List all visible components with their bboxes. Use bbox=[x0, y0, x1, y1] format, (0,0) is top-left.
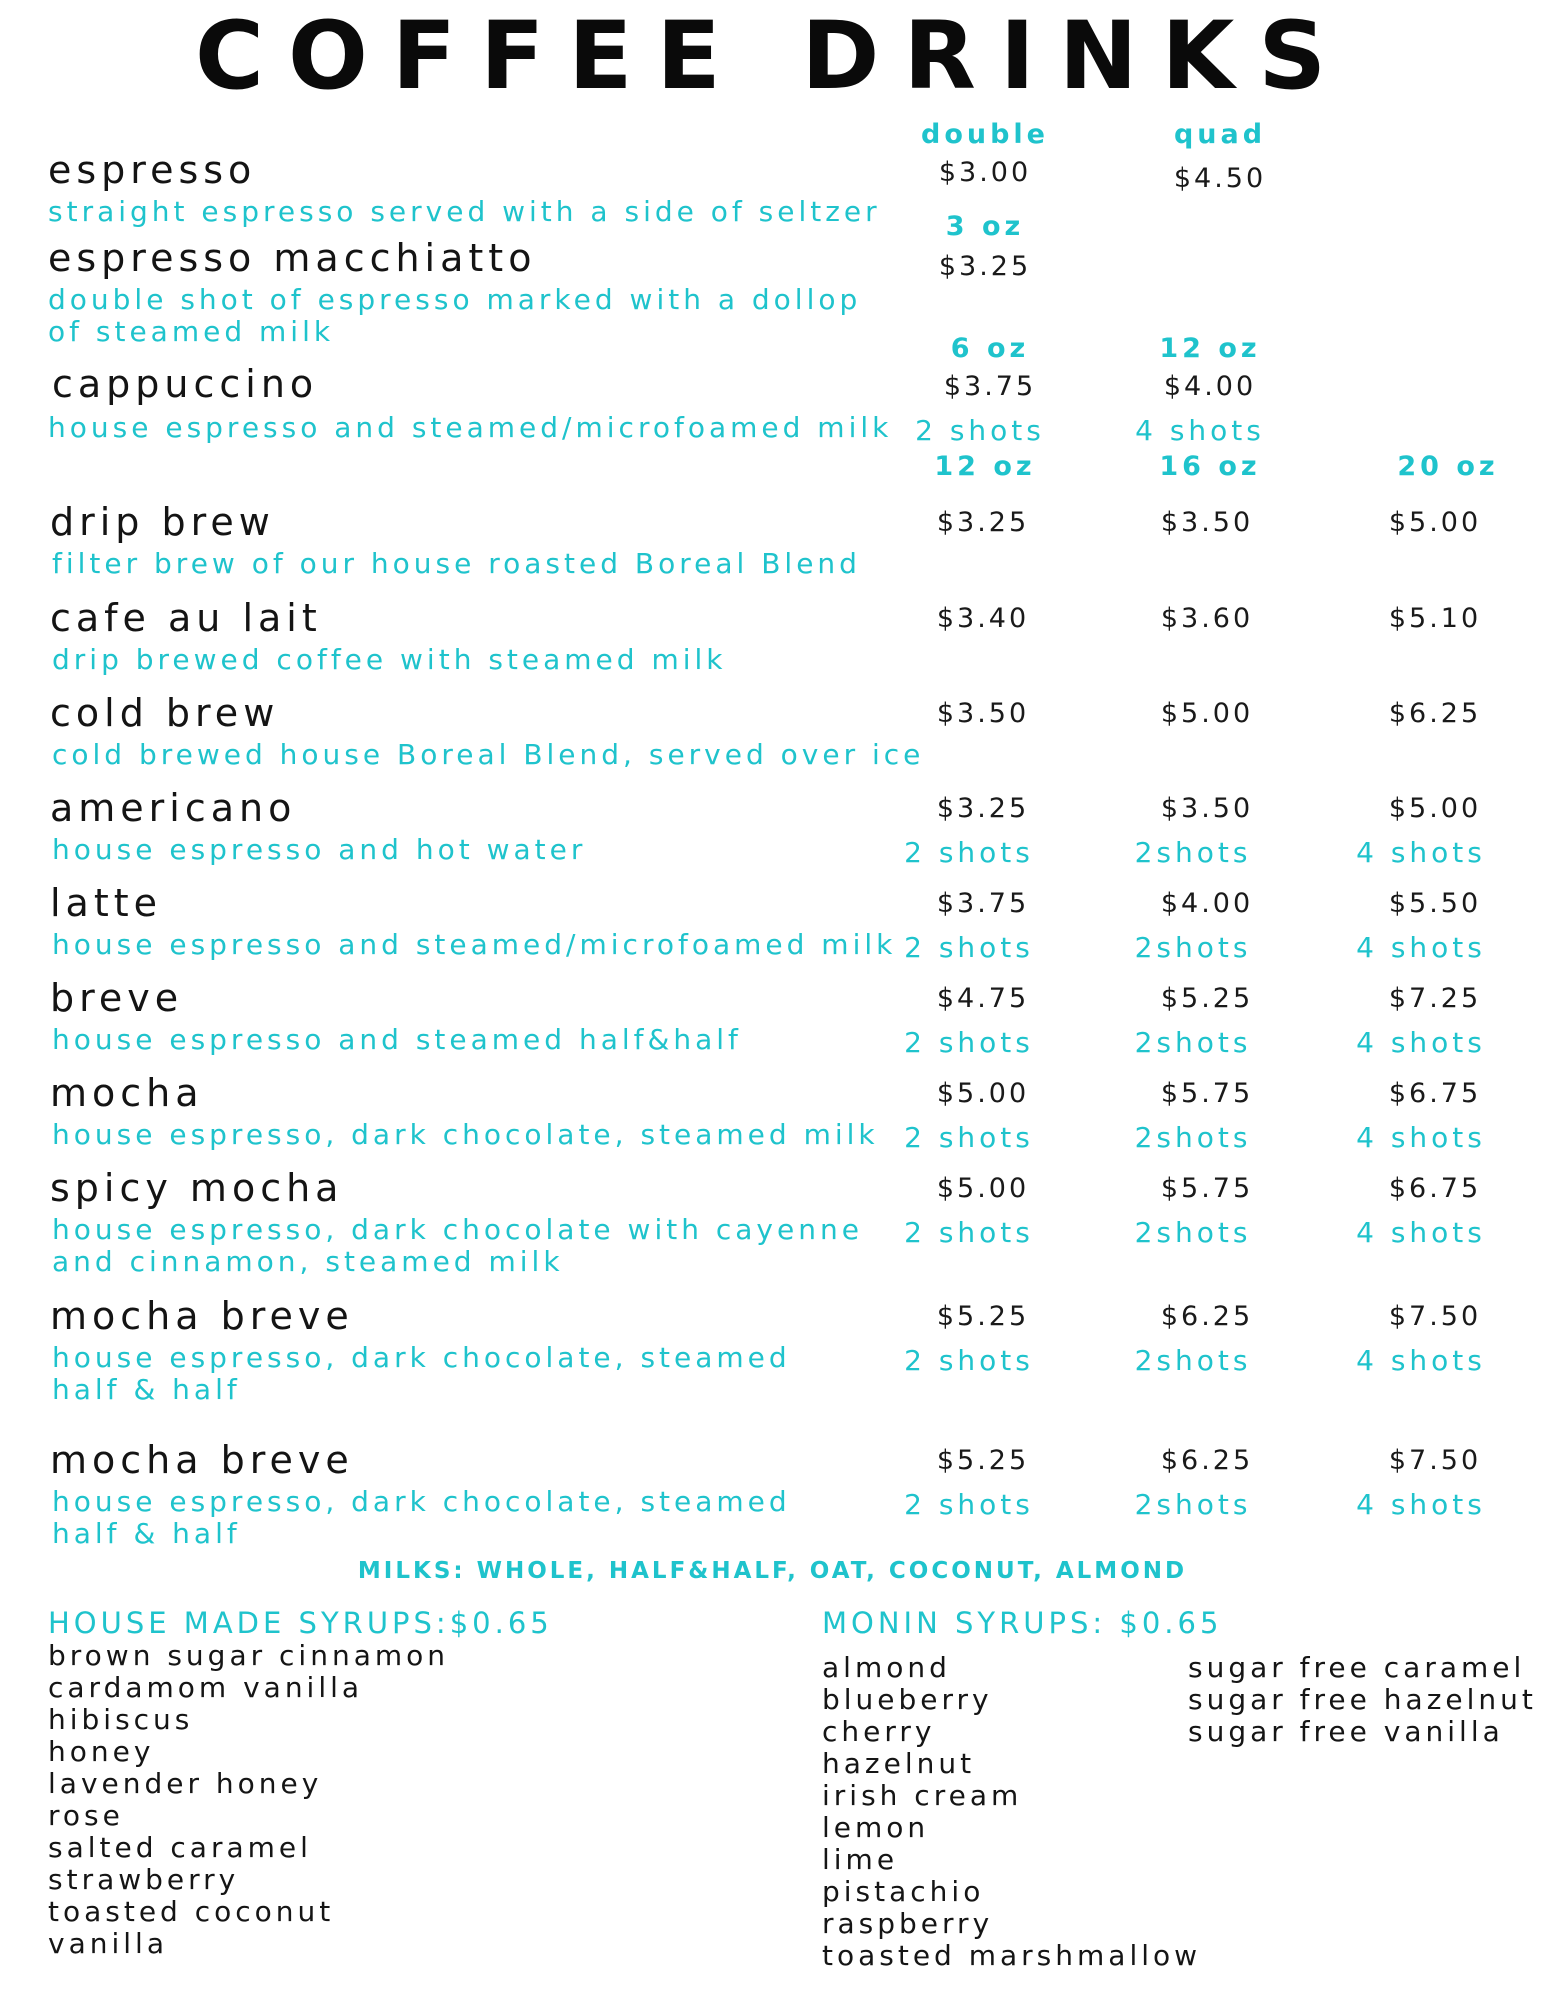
item-shots: 2 shots bbox=[904, 836, 1034, 869]
item-shots: 2 shots bbox=[904, 1344, 1034, 1377]
item-name: americano bbox=[50, 786, 297, 830]
item-price: $4.75 bbox=[936, 983, 1030, 1014]
item-price: $3.50 bbox=[1160, 793, 1254, 824]
item-description: half & half bbox=[52, 1373, 241, 1406]
item-shots: 2 shots bbox=[904, 1026, 1034, 1059]
item-description: house espresso and steamed half&half bbox=[52, 1023, 742, 1056]
syrup-item: honey bbox=[48, 1735, 155, 1768]
item-shots: 4 shots bbox=[1356, 1121, 1486, 1154]
item-price: $3.25 bbox=[936, 793, 1030, 824]
size-header-16oz: 16 oz bbox=[1159, 451, 1261, 482]
syrup-item: rose bbox=[48, 1799, 124, 1832]
syrup-item: lemon bbox=[822, 1811, 930, 1844]
item-price: $5.25 bbox=[936, 1445, 1030, 1476]
item-shots: 2 shots bbox=[904, 1488, 1034, 1521]
item-description: filter brew of our house roasted Boreal Blend bbox=[52, 547, 861, 580]
size-header-20oz: 20 oz bbox=[1397, 451, 1499, 482]
item-shots: 4 shots bbox=[1356, 931, 1486, 964]
price-espresso-quad: $4.50 bbox=[1173, 163, 1267, 194]
syrup-item: sugar free hazelnut bbox=[1188, 1683, 1537, 1716]
item-name: mocha breve bbox=[50, 1294, 354, 1338]
item-description: house espresso, dark chocolate with cayenne bbox=[52, 1213, 863, 1246]
item-name: breve bbox=[50, 976, 184, 1020]
item-description: house espresso, dark chocolate, steamed bbox=[52, 1485, 791, 1518]
item-price: $6.75 bbox=[1388, 1173, 1482, 1204]
item-shots: 2 shots bbox=[904, 1121, 1034, 1154]
monin-syrups-list-sugar-free bbox=[1188, 1652, 1537, 1748]
price-cappuccino-6oz: $3.75 bbox=[943, 371, 1037, 402]
item-desc-cappuccino: house espresso and steamed/microfoamed milk bbox=[48, 411, 893, 444]
item-name: cold brew bbox=[50, 691, 280, 735]
item-name-cappuccino: cappuccino bbox=[52, 362, 319, 406]
item-price: $3.40 bbox=[936, 603, 1030, 634]
item-description: drip brewed coffee with steamed milk bbox=[52, 643, 727, 676]
item-name: cafe au lait bbox=[50, 596, 322, 640]
item-price: $5.00 bbox=[936, 1173, 1030, 1204]
item-price: $5.00 bbox=[1388, 507, 1482, 538]
item-description: house espresso and hot water bbox=[52, 833, 587, 866]
item-price: $5.25 bbox=[1160, 983, 1254, 1014]
item-name: mocha bbox=[50, 1071, 204, 1115]
monin-syrups-list bbox=[822, 1652, 1201, 1972]
item-price: $7.25 bbox=[1388, 983, 1482, 1014]
syrup-item: raspberry bbox=[822, 1907, 994, 1940]
item-price: $5.75 bbox=[1160, 1173, 1254, 1204]
item-description: house espresso, dark chocolate, steamed milk bbox=[52, 1118, 879, 1151]
item-shots: 4 shots bbox=[1356, 836, 1486, 869]
price-cappuccino-12oz: $4.00 bbox=[1163, 371, 1257, 402]
syrup-item: blueberry bbox=[822, 1683, 993, 1716]
syrup-item: irish cream bbox=[822, 1779, 1023, 1812]
milks-line: MILKS: WHOLE, HALF&HALF, OAT, COCONUT, ALMOND bbox=[357, 1558, 1188, 1584]
syrup-item: hazelnut bbox=[822, 1747, 976, 1780]
item-shots: 2shots bbox=[1134, 1121, 1252, 1154]
item-description: half & half bbox=[52, 1517, 241, 1550]
item-price: $6.25 bbox=[1388, 698, 1482, 729]
price-espresso-double: $3.00 bbox=[938, 157, 1032, 188]
item-price: $4.00 bbox=[1160, 888, 1254, 919]
syrup-item: lime bbox=[822, 1843, 899, 1876]
item-shots: 4 shots bbox=[1356, 1344, 1486, 1377]
item-shots: 2 shots bbox=[904, 931, 1034, 964]
item-shots: 2 shots bbox=[904, 1216, 1034, 1249]
size-header-12oz: 12 oz bbox=[934, 451, 1036, 482]
syrup-item: sugar free vanilla bbox=[1188, 1715, 1504, 1748]
item-shots: 2shots bbox=[1134, 1488, 1252, 1521]
item-price: $5.50 bbox=[1388, 888, 1482, 919]
size-header-3oz: 3 oz bbox=[945, 211, 1025, 242]
item-price: $5.00 bbox=[1160, 698, 1254, 729]
syrup-item: cherry bbox=[822, 1715, 936, 1748]
item-price: $3.25 bbox=[936, 507, 1030, 538]
syrup-item: vanilla bbox=[48, 1927, 168, 1960]
item-price: $6.25 bbox=[1160, 1301, 1254, 1332]
item-name: mocha breve bbox=[50, 1438, 354, 1482]
shots-cappuccino-6oz: 2 shots bbox=[915, 414, 1045, 447]
item-shots: 2shots bbox=[1134, 1026, 1252, 1059]
syrup-item: strawberry bbox=[48, 1863, 240, 1896]
item-description: house espresso and steamed/microfoamed milk bbox=[52, 928, 897, 961]
house-syrups-heading: HOUSE MADE SYRUPS:$0.65 bbox=[48, 1606, 553, 1640]
item-price: $5.75 bbox=[1160, 1078, 1254, 1109]
size-header-6oz: 6 oz bbox=[950, 333, 1030, 364]
item-price: $3.50 bbox=[936, 698, 1030, 729]
syrup-item: brown sugar cinnamon bbox=[48, 1639, 450, 1672]
syrup-item: hibiscus bbox=[48, 1703, 194, 1736]
house-syrups-list bbox=[48, 1640, 449, 1960]
item-desc-macchiatto-2: of steamed milk bbox=[48, 315, 335, 348]
item-price: $5.00 bbox=[936, 1078, 1030, 1109]
item-description: and cinnamon, steamed milk bbox=[52, 1245, 564, 1278]
item-shots: 4 shots bbox=[1356, 1026, 1486, 1059]
syrup-item: salted caramel bbox=[48, 1831, 312, 1864]
item-name: spicy mocha bbox=[50, 1166, 344, 1210]
syrup-item: lavender honey bbox=[48, 1767, 323, 1800]
item-name-espresso: espresso bbox=[48, 148, 257, 192]
item-description: cold brewed house Boreal Blend, served over ice bbox=[52, 738, 925, 771]
monin-syrups-heading: MONIN SYRUPS: $0.65 bbox=[822, 1606, 1223, 1640]
item-price: $5.00 bbox=[1388, 793, 1482, 824]
item-price: $7.50 bbox=[1388, 1445, 1482, 1476]
syrup-item: almond bbox=[822, 1651, 951, 1684]
item-price: $3.75 bbox=[936, 888, 1030, 919]
item-price: $6.75 bbox=[1388, 1078, 1482, 1109]
item-shots: 2shots bbox=[1134, 1344, 1252, 1377]
item-name-macchiatto: espresso macchiatto bbox=[48, 236, 537, 280]
item-price: $5.25 bbox=[936, 1301, 1030, 1332]
item-price: $5.10 bbox=[1388, 603, 1482, 634]
price-macchiatto-3oz: $3.25 bbox=[938, 251, 1032, 282]
item-desc-espresso: straight espresso served with a side of seltzer bbox=[48, 195, 881, 228]
size-header-double: double bbox=[921, 119, 1049, 150]
item-price: $3.60 bbox=[1160, 603, 1254, 634]
menu-title: COFFEE DRINKS bbox=[194, 2, 1351, 111]
item-shots: 2shots bbox=[1134, 1216, 1252, 1249]
item-description: house espresso, dark chocolate, steamed bbox=[52, 1341, 791, 1374]
size-header-12oz-cap: 12 oz bbox=[1159, 333, 1261, 364]
syrup-item: toasted coconut bbox=[48, 1895, 335, 1928]
size-header-quad: quad bbox=[1173, 119, 1267, 150]
item-shots: 2shots bbox=[1134, 836, 1252, 869]
syrup-item: pistachio bbox=[822, 1875, 985, 1908]
item-shots: 4 shots bbox=[1356, 1216, 1486, 1249]
syrup-item: sugar free caramel bbox=[1188, 1651, 1526, 1684]
item-shots: 4 shots bbox=[1356, 1488, 1486, 1521]
item-desc-macchiatto: double shot of espresso marked with a dollop bbox=[48, 283, 862, 316]
shots-cappuccino-12oz: 4 shots bbox=[1135, 414, 1265, 447]
syrup-item: toasted marshmallow bbox=[822, 1939, 1202, 1972]
item-price: $3.50 bbox=[1160, 507, 1254, 538]
item-price: $6.25 bbox=[1160, 1445, 1254, 1476]
item-name: latte bbox=[50, 881, 163, 925]
item-name: drip brew bbox=[50, 500, 275, 544]
item-shots: 2shots bbox=[1134, 931, 1252, 964]
item-price: $7.50 bbox=[1388, 1301, 1482, 1332]
syrup-item: cardamom vanilla bbox=[48, 1671, 364, 1704]
